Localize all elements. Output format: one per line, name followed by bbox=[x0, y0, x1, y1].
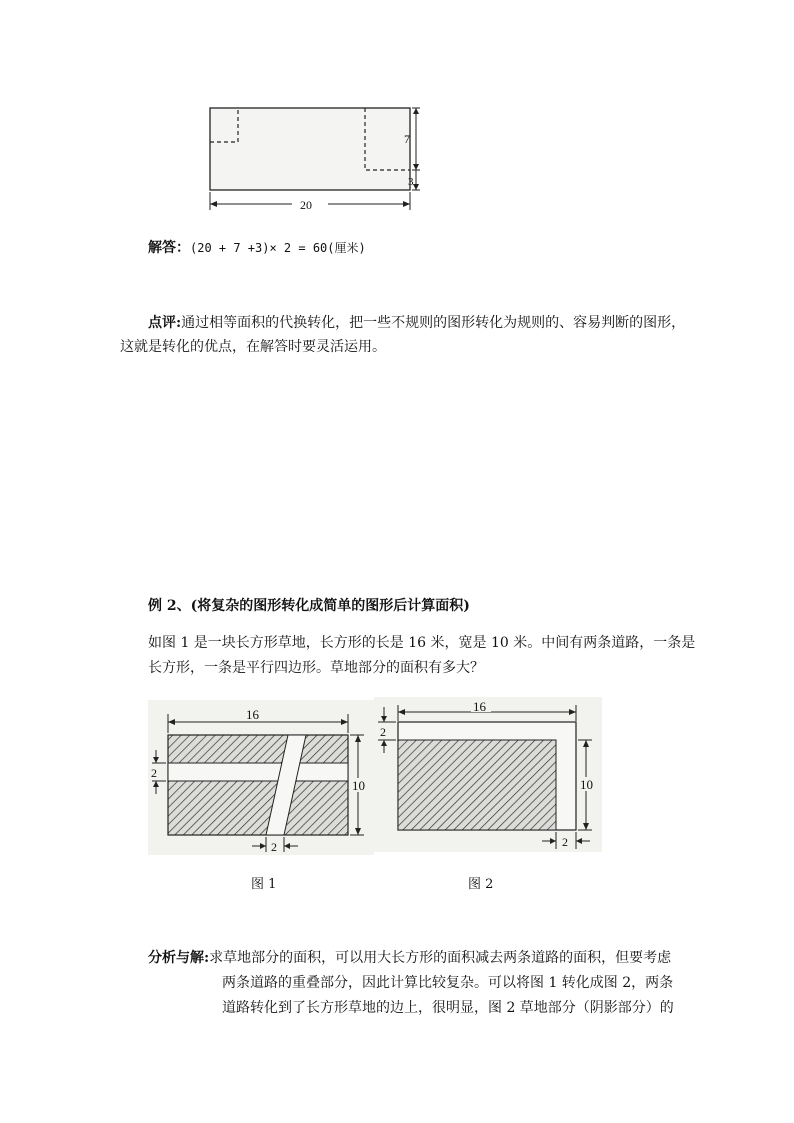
top-rectangle-figure bbox=[200, 100, 430, 215]
analysis-label: 分析与解: bbox=[148, 950, 210, 966]
fig1-dim-road-bottom-label: 2 bbox=[271, 840, 277, 854]
answer-line bbox=[148, 236, 366, 260]
comment-line-1 bbox=[148, 311, 685, 335]
outer-rectangle bbox=[210, 108, 410, 190]
lawn-rectangle-1 bbox=[168, 735, 348, 835]
fig2-dim-road-label: 2 bbox=[380, 725, 386, 739]
example2-line-2: 长方形，一条是平行四边形。草地部分的面积有多大？ bbox=[148, 660, 484, 676]
comment-line-2: 这就是转化的优点，在解答时要灵活运用。 bbox=[120, 339, 386, 355]
dim-20-label: 20 bbox=[300, 198, 312, 212]
dim-7-label: 7 bbox=[404, 132, 410, 146]
analysis-line-3: 道路转化到了长方形草地的边上，很明显，图 2 草地部分（阴影部分）的 bbox=[222, 1000, 674, 1016]
figure-1 bbox=[148, 700, 374, 855]
analysis-line-1 bbox=[148, 946, 671, 970]
shaded-lawn-2 bbox=[398, 740, 556, 830]
answer-formula: (20 + 7 +3)× 2 = 60(厘米) bbox=[190, 241, 366, 255]
analysis-line-2: 两条道路的重叠部分，因此计算比较复杂。可以将图 1 转化成图 2，两条 bbox=[222, 975, 674, 991]
comment-text-1: 通过相等面积的代换转化，把一些不规则的图形转化为规则的、容易判断的图形， bbox=[181, 315, 686, 331]
figure-2-caption: 图 2 bbox=[468, 877, 494, 892]
example2-title: 例 2、(将复杂的图形转化成简单的图形后计算面积) bbox=[148, 598, 470, 614]
fig1-dim-10-label: 10 bbox=[352, 778, 365, 793]
fig2-dim-10-label: 10 bbox=[580, 777, 593, 792]
figure-1-caption: 图 1 bbox=[251, 877, 277, 892]
fig2-dim-road-bottom-label: 2 bbox=[562, 835, 568, 849]
fig1-dim-road-label: 2 bbox=[151, 766, 157, 780]
comment-label: 点评: bbox=[148, 315, 182, 331]
analysis-text-1: 求草地部分的面积，可以用大长方形的面积减去两条道路的面积，但要考虑 bbox=[209, 950, 672, 966]
answer-label: 解答： bbox=[148, 240, 190, 256]
figure-2 bbox=[374, 697, 602, 852]
example2-line-1: 如图 1 是一块长方形草地，长方形的长是 16 米，宽是 10 米。中间有两条道路，一条是 bbox=[148, 635, 696, 651]
dim-3-label: 3 bbox=[408, 176, 414, 188]
fig1-dim-16-label: 16 bbox=[246, 707, 259, 722]
horizontal-road bbox=[168, 763, 348, 781]
fig2-dim-16-label: 16 bbox=[473, 699, 486, 714]
